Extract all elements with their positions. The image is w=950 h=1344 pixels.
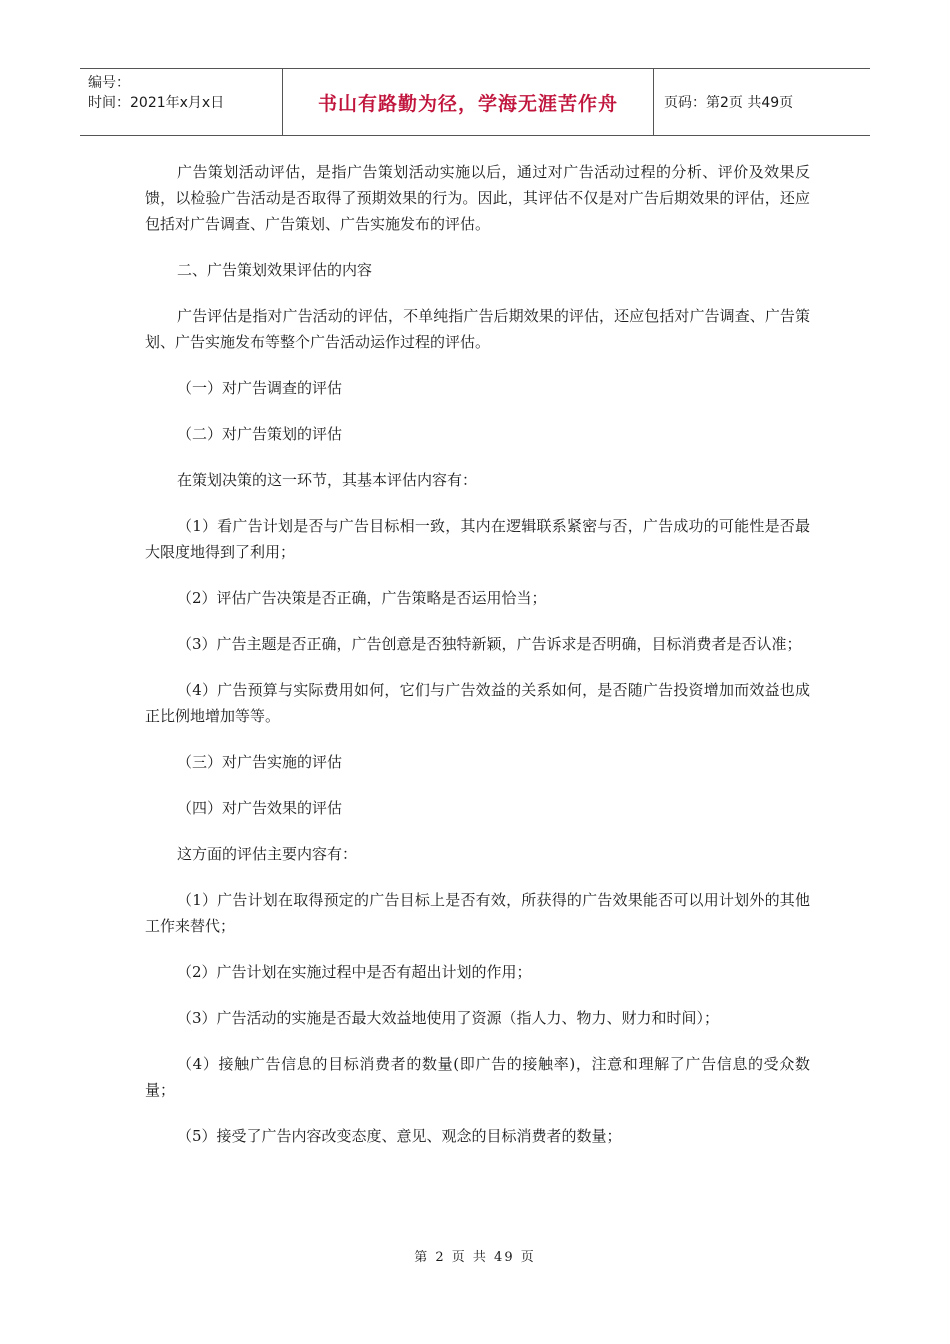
section-heading: 二、广告策划效果评估的内容 bbox=[177, 261, 373, 279]
page-footer: 第 2 页 共 49 页 bbox=[414, 1250, 536, 1265]
list-item: （1）广告计划在取得预定的广告目标上是否有效，所获得的广告效果能否可以用计划外的其他工作来替代； bbox=[145, 891, 810, 935]
list-item: （5）接受了广告内容改变态度、意见、观念的目标消费者的数量； bbox=[177, 1127, 622, 1145]
list-item: （4）接触广告信息的目标消费者的数量(即广告的接触率)，注意和理解了广告信息的受众数量； bbox=[145, 1055, 810, 1099]
paragraph: 这方面的评估主要内容有： bbox=[177, 845, 358, 863]
subsection-heading: （一）对广告调查的评估 bbox=[177, 379, 343, 397]
paragraph: 广告评估是指对广告活动的评估，不单纯指广告后期效果的评估，还应包括对广告调查、广告策划、广告实施发布等整个广告活动运作过程的评估。 bbox=[145, 307, 810, 351]
list-item: （1）看广告计划是否与广告目标相一致，其内在逻辑联系紧密与否，广告成功的可能性是否最大限度地得到了利用； bbox=[145, 517, 810, 561]
subsection-heading: （二）对广告策划的评估 bbox=[177, 425, 343, 443]
header-meta bbox=[80, 69, 282, 135]
subsection-heading: （四）对广告效果的评估 bbox=[177, 799, 343, 817]
header-motto: 书山有路勤为径，学海无涯苦作舟 bbox=[282, 69, 654, 135]
time-label: 时间：2021年x月x日 bbox=[88, 95, 225, 111]
paragraph: 在策划决策的这一环节，其基本评估内容有： bbox=[177, 471, 478, 489]
number-label: 编号： bbox=[88, 75, 130, 91]
list-item: （2）评估广告决策是否正确，广告策略是否运用恰当； bbox=[177, 589, 547, 607]
document-header bbox=[80, 68, 870, 136]
list-item: （4）广告预算与实际费用如何，它们与广告效益的关系如何，是否随广告投资增加而效益也成正比例地增加等等。 bbox=[145, 681, 810, 725]
subsection-heading: （三）对广告实施的评估 bbox=[177, 753, 343, 771]
list-item: （2）广告计划在实施过程中是否有超出计划的作用； bbox=[177, 963, 532, 981]
list-item: （3）广告主题是否正确，广告创意是否独特新颖，广告诉求是否明确，目标消费者是否认准； bbox=[177, 635, 802, 653]
paragraph: 广告策划活动评估，是指广告策划活动实施以后，通过对广告活动过程的分析、评价及效果反馈，以检验广告活动是否取得了预期效果的行为。因此，其评估不仅是对广告后期效果的评估，还应包括对广告调查、广告策划、广告实施发布的评估。 bbox=[145, 163, 810, 233]
list-item: （3）广告活动的实施是否最大效益地使用了资源（指人力、物力、财力和时间）； bbox=[177, 1009, 720, 1027]
header-page-label: 页码：第2页 共49页 bbox=[664, 95, 794, 111]
document-body bbox=[145, 159, 810, 1169]
